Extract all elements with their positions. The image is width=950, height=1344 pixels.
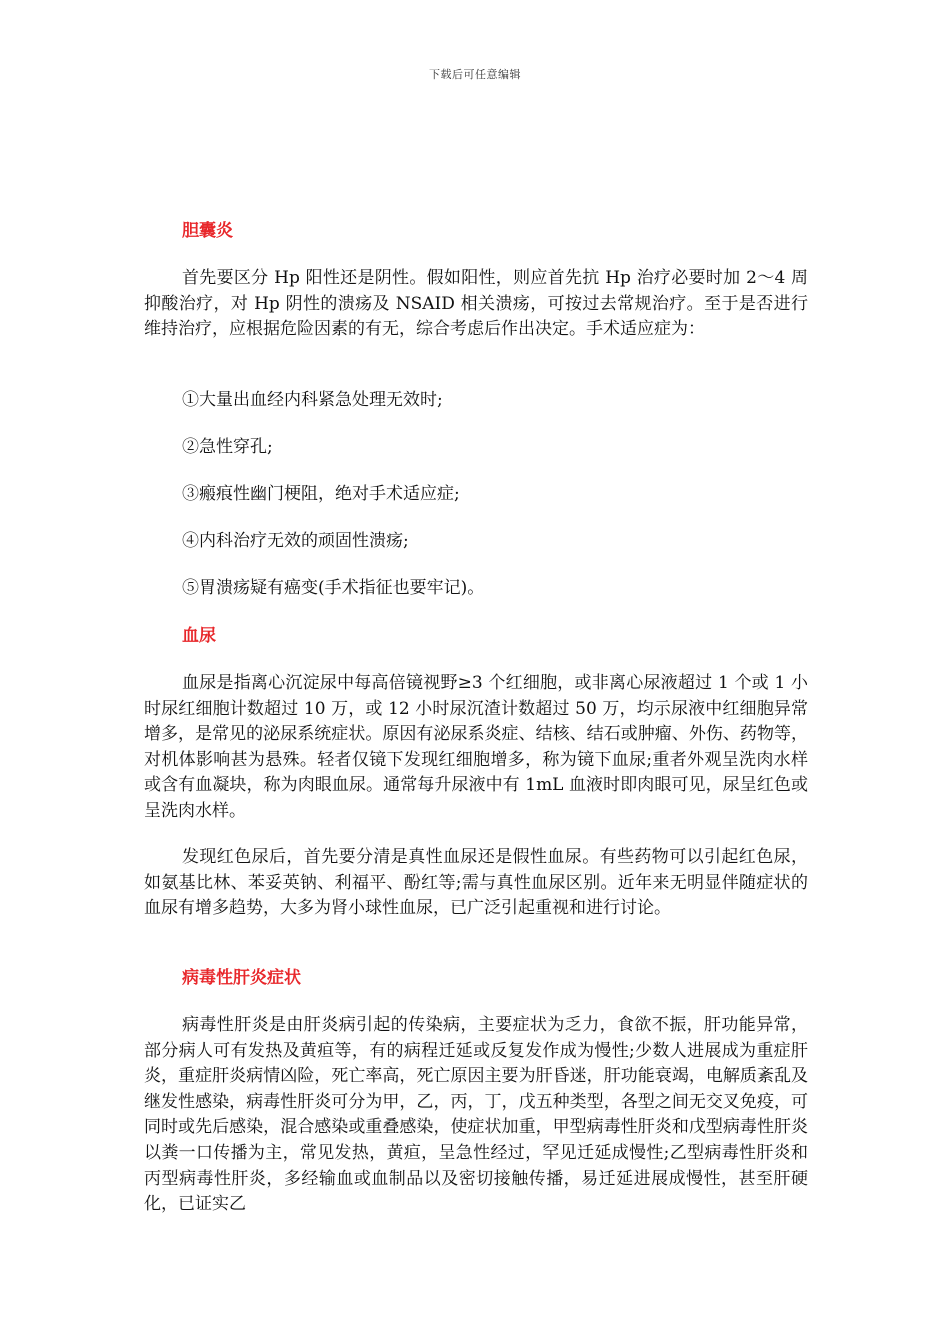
section-paragraph-cholecystitis: 首先要区分 Hp 阳性还是阴性。假如阳性，则应首先抗 Hp 治疗必要时加 2～4 周抑酸治疗，对 Hp 阴性的溃疡及 NSAID 相关溃疡，可按过去常规治疗。至于是否进行维持治疗，应根据危险因素的有无，综合考虑后作出决定。手术适应症为：	[144, 268, 808, 340]
section-title-cholecystitis: 胆囊炎	[182, 221, 233, 241]
section-paragraph-viral-hepatitis: 病毒性肝炎是由肝炎病引起的传染病，主要症状为乏力，食欲不振，肝功能异常，部分病人可有发热及黄疸等，有的病程迁延或反复发作成为慢性;少数人进展成为重症肝炎，重症肝炎病情凶险，死亡率高，死亡原因主要为肝昏迷，肝功能衰竭，电解质紊乱及继发性感染，病毒性肝炎可分为甲，乙，丙，丁，戊五种类型，各型之间无交叉免疫，可同时或先后感染，混合感染或重叠感染，使症状加重，甲型病毒性肝炎和戊型病毒性肝炎以粪一口传播为主，常见发热，黄疸，呈急性经过，罕见迁延成慢性;乙型病毒性肝炎和丙型病毒性肝炎，多经输血或血制品以及密切接触传播，易迁延进展成慢性，甚至肝硬化，已证实乙	[144, 1015, 808, 1215]
list-item: ①大量出血经内科紧急处理无效时;	[182, 390, 443, 410]
list-item: ⑤胃溃疡疑有癌变(手术指征也要牢记)。	[182, 578, 485, 598]
list-item: ③瘢痕性幽门梗阻，绝对手术适应症;	[182, 484, 460, 504]
section-title-viral-hepatitis: 病毒性肝炎症状	[182, 968, 301, 988]
section-title-hematuria: 血尿	[182, 626, 216, 646]
list-item: ②急性穿孔;	[182, 437, 273, 457]
page-header: 下载后可任意编辑	[429, 68, 521, 81]
list-item: ④内科治疗无效的顽固性溃疡;	[182, 531, 409, 551]
section-paragraph-hematuria-2: 发现红色尿后，首先要分清是真性血尿还是假性血尿。有些药物可以引起红色尿，如氨基比林、苯妥英钠、利福平、酚红等;需与真性血尿区别。近年来无明显伴随症状的血尿有增多趋势，大多为肾小球性血尿，已广泛引起重视和进行讨论。	[144, 847, 808, 919]
section-paragraph-hematuria-1: 血尿是指离心沉淀尿中每高倍镜视野≥3 个红细胞，或非离心尿液超过 1 个或 1 小时尿红细胞计数超过 10 万，或 12 小时尿沉渣计数超过 50 万，均示尿液中红细胞异常增多，是常见的泌尿系统症状。原因有泌尿系炎症、结核、结石或肿瘤、外伤、药物等，对机体影响甚为悬殊。轻者仅镜下发现红细胞增多，称为镜下血尿;重者外观呈洗肉水样或含有血凝块，称为肉眼血尿。通常每升尿液中有 1mL 血液时即肉眼可见，尿呈红色或呈洗肉水样。	[144, 673, 808, 821]
